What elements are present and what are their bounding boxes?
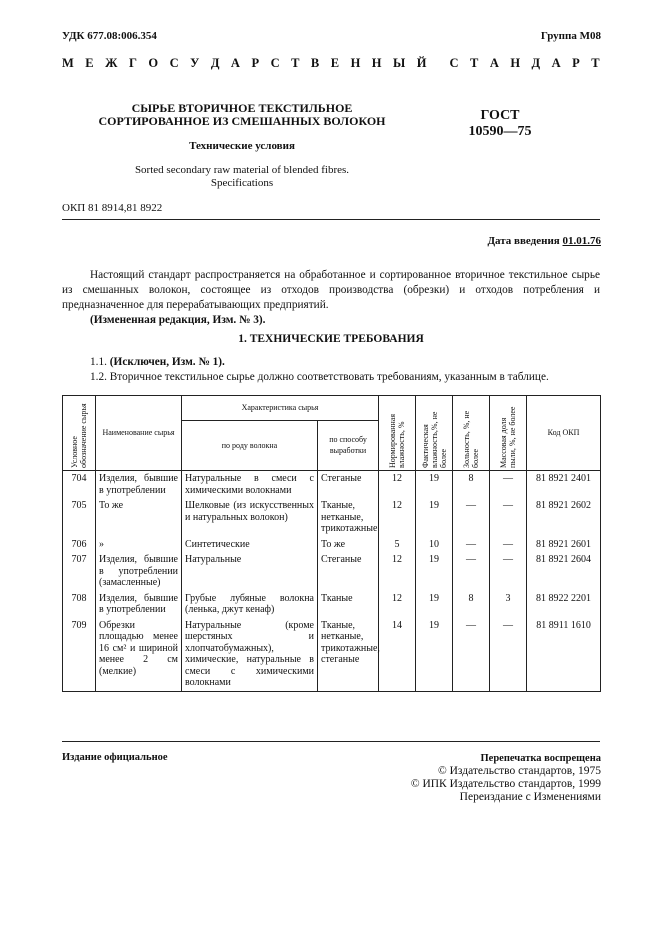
- udk-code: УДК 677.08:006.354: [62, 30, 157, 42]
- banner-letter: Й: [416, 56, 427, 70]
- banner-letter: Р: [251, 56, 260, 70]
- cell-ash: —: [453, 618, 490, 692]
- table-row: [63, 552, 601, 591]
- banner-letter: С: [449, 56, 459, 70]
- cell-fact: 19: [416, 552, 453, 591]
- section-title: 1. ТЕХНИЧЕСКИЕ ТРЕБОВАНИЯ: [238, 333, 424, 345]
- cell-okp: 81 8921 2601: [527, 537, 601, 553]
- cell-dust: —: [490, 498, 527, 537]
- copyright-1975: © Издательство стандартов, 1975: [437, 765, 601, 777]
- cell-fact: 19: [416, 618, 453, 692]
- cell-okp: 81 8921 2401: [527, 471, 601, 499]
- table-row: [63, 471, 601, 499]
- reprint-notice: Перепечатка воспрещена: [480, 753, 601, 764]
- header-name: Наименование сырья: [96, 396, 182, 471]
- cell-okp: 81 8911 1610: [527, 618, 601, 692]
- cell-code: 704: [63, 471, 96, 499]
- cell-norm: 14: [379, 618, 416, 692]
- cell-name: Обрезки площадью менее 16 см² и шириной менее 2 см (мелкие): [96, 618, 182, 692]
- cell-norm: 12: [379, 471, 416, 499]
- document-title: [62, 102, 422, 128]
- table-row: [63, 498, 601, 537]
- cell-ash: —: [453, 498, 490, 537]
- banner-letter: У: [190, 56, 200, 70]
- cell-okp: 81 8921 2602: [527, 498, 601, 537]
- banner-letter: Н: [371, 56, 382, 70]
- cell-code: 708: [63, 591, 96, 618]
- cell-okp: 81 8922 2201: [527, 591, 601, 618]
- banner-letter: Т: [291, 56, 300, 70]
- cell-dust: —: [490, 552, 527, 591]
- header-fiber: по роду волокна: [182, 420, 318, 470]
- divider-top: [62, 219, 600, 220]
- copyright-block: [411, 752, 601, 804]
- gost-code: 10590—75: [468, 124, 532, 139]
- cell-name: »: [96, 537, 182, 553]
- cell-fiber: Синтетические: [182, 537, 318, 553]
- cell-ash: —: [453, 552, 490, 591]
- cell-fact: 10: [416, 537, 453, 553]
- cell-method: Стеганые: [318, 552, 379, 591]
- banner-letter: А: [489, 56, 499, 70]
- item-1-1-text: (Исключен, Изм. № 1).: [109, 356, 225, 368]
- table-row: [63, 537, 601, 553]
- effective-date-label: Дата введения: [487, 235, 563, 247]
- cell-dust: —: [490, 471, 527, 499]
- cell-method: Тканые, нетканые, трикотажные, стеганые: [318, 618, 379, 692]
- banner-letter: О: [148, 56, 159, 70]
- cell-fact: 19: [416, 498, 453, 537]
- item-1-1-number: 1.1.: [90, 356, 110, 368]
- cell-okp: 81 8921 2604: [527, 552, 601, 591]
- cell-method: Тканые, нетканые, трикотажные: [318, 498, 379, 537]
- cell-fact: 19: [416, 591, 453, 618]
- banner-letter: Д: [210, 56, 220, 70]
- banner-letter: Н: [510, 56, 521, 70]
- header-okp: Код ОКП: [527, 396, 601, 471]
- banner-letter: Р: [572, 56, 580, 70]
- english-title-line-2: Specifications: [210, 177, 274, 189]
- cell-code: 706: [63, 537, 96, 553]
- intro-edit-note: (Измененная редакция, Изм. № 3).: [90, 314, 266, 326]
- group-code: Группа М08: [540, 30, 601, 42]
- banner-letter: В: [310, 56, 320, 70]
- cell-method: То же: [318, 537, 379, 553]
- banner-letter: Ж: [105, 56, 118, 70]
- cell-dust: —: [490, 618, 527, 692]
- banner-letter: Г: [128, 56, 137, 70]
- reissue-note: Переиздание с Изменениями: [459, 791, 601, 803]
- cell-ash: 8: [453, 471, 490, 499]
- header-fact-moisture: Фактическая влажность,%, не более: [416, 396, 453, 471]
- banner-letter: Д: [531, 56, 541, 70]
- cell-fiber: Натуральные (кроме шерстяных и хлопчатобумажных), химические, натуральные в смеси с химическими волокнами: [182, 618, 318, 692]
- requirements-table: [62, 395, 601, 692]
- banner-letter: А: [551, 56, 561, 70]
- banner-letter: М: [62, 56, 74, 70]
- banner-letter: Е: [85, 56, 94, 70]
- divider-bottom: [62, 741, 600, 742]
- banner-letter: С: [270, 56, 280, 70]
- banner-letter: Т: [469, 56, 479, 70]
- okp-codes: ОКП 81 8914,81 8922: [62, 202, 163, 214]
- item-1-2: 1.2. Вторичное текстильное сырье должно соответствовать требованиям, указанным в таблице.: [90, 371, 549, 383]
- english-title-line-1: Sorted secondary raw material of blended fibres.: [134, 164, 350, 176]
- cell-fact: 19: [416, 471, 453, 499]
- banner-letter: А: [230, 56, 240, 70]
- document-subtitle: Технические условия: [189, 140, 295, 152]
- table-row: [63, 591, 601, 618]
- gost-label: ГОСТ: [480, 108, 520, 123]
- effective-date: [487, 235, 601, 247]
- standard-banner: [62, 56, 600, 71]
- intro-paragraph: [62, 268, 600, 328]
- cell-dust: 3: [490, 591, 527, 618]
- cell-dust: —: [490, 537, 527, 553]
- gost-number: [440, 108, 560, 140]
- effective-date-value: 01.01.76: [562, 235, 601, 247]
- item-1-1: [90, 356, 225, 368]
- english-title: [62, 164, 422, 190]
- header-ash: Зольность, %, не более: [453, 396, 490, 471]
- table-row: [63, 618, 601, 692]
- cell-method: Тканые: [318, 591, 379, 618]
- banner-letter: Т: [591, 56, 600, 70]
- cell-ash: 8: [453, 591, 490, 618]
- cell-name: Изделия, бывшие в употреблении: [96, 591, 182, 618]
- banner-letter: Н: [350, 56, 361, 70]
- cell-name: Изделия, бывшие в употреблении: [96, 471, 182, 499]
- cell-name: Изделия, бывшие в употреблении (замасленные): [96, 552, 182, 591]
- official-edition: Издание официальное: [62, 752, 168, 763]
- cell-fiber: Шелковые (из искусственных и натуральных волокон): [182, 498, 318, 537]
- title-line-2: СОРТИРОВАННОЕ ИЗ СМЕШАННЫХ ВОЛОКОН: [98, 114, 386, 128]
- header-dust: Массовая доля пыли, %, не более: [490, 396, 527, 471]
- header-method: по способу выработки: [318, 420, 379, 470]
- cell-name: То же: [96, 498, 182, 537]
- cell-fiber: Грубые лубяные волокна (ленька, джут кенаф): [182, 591, 318, 618]
- cell-code: 705: [63, 498, 96, 537]
- banner-letter: С: [169, 56, 179, 70]
- cell-method: Стеганые: [318, 471, 379, 499]
- title-line-1: СЫРЬЕ ВТОРИЧНОЕ ТЕКСТИЛЬНОЕ: [131, 101, 353, 115]
- cell-norm: 12: [379, 498, 416, 537]
- cell-code: 709: [63, 618, 96, 692]
- header-code: Условное обозначение сырья: [63, 396, 96, 471]
- header-norm-moisture: Нормированная влажность, %: [379, 396, 416, 471]
- cell-norm: 12: [379, 591, 416, 618]
- header-characteristics: Характеристика сырья: [182, 396, 379, 421]
- cell-norm: 5: [379, 537, 416, 553]
- intro-text: Настоящий стандарт распространяется на обработанное и сортированное вторичное текстильное сырье из смешанных волокон, состоящее из отходов производства (обрезки) и отходов потребления и предназначенное для перерабатывающих предприятий.: [62, 269, 600, 311]
- banner-letter: Ы: [393, 56, 406, 70]
- cell-fiber: Натуральные: [182, 552, 318, 591]
- cell-ash: —: [453, 537, 490, 553]
- cell-norm: 12: [379, 552, 416, 591]
- banner-letter: Е: [330, 56, 340, 70]
- cell-code: 707: [63, 552, 96, 591]
- cell-fiber: Натуральные в смеси с химическими волокнами: [182, 471, 318, 499]
- copyright-1999: © ИПК Издательство стандартов, 1999: [410, 778, 601, 790]
